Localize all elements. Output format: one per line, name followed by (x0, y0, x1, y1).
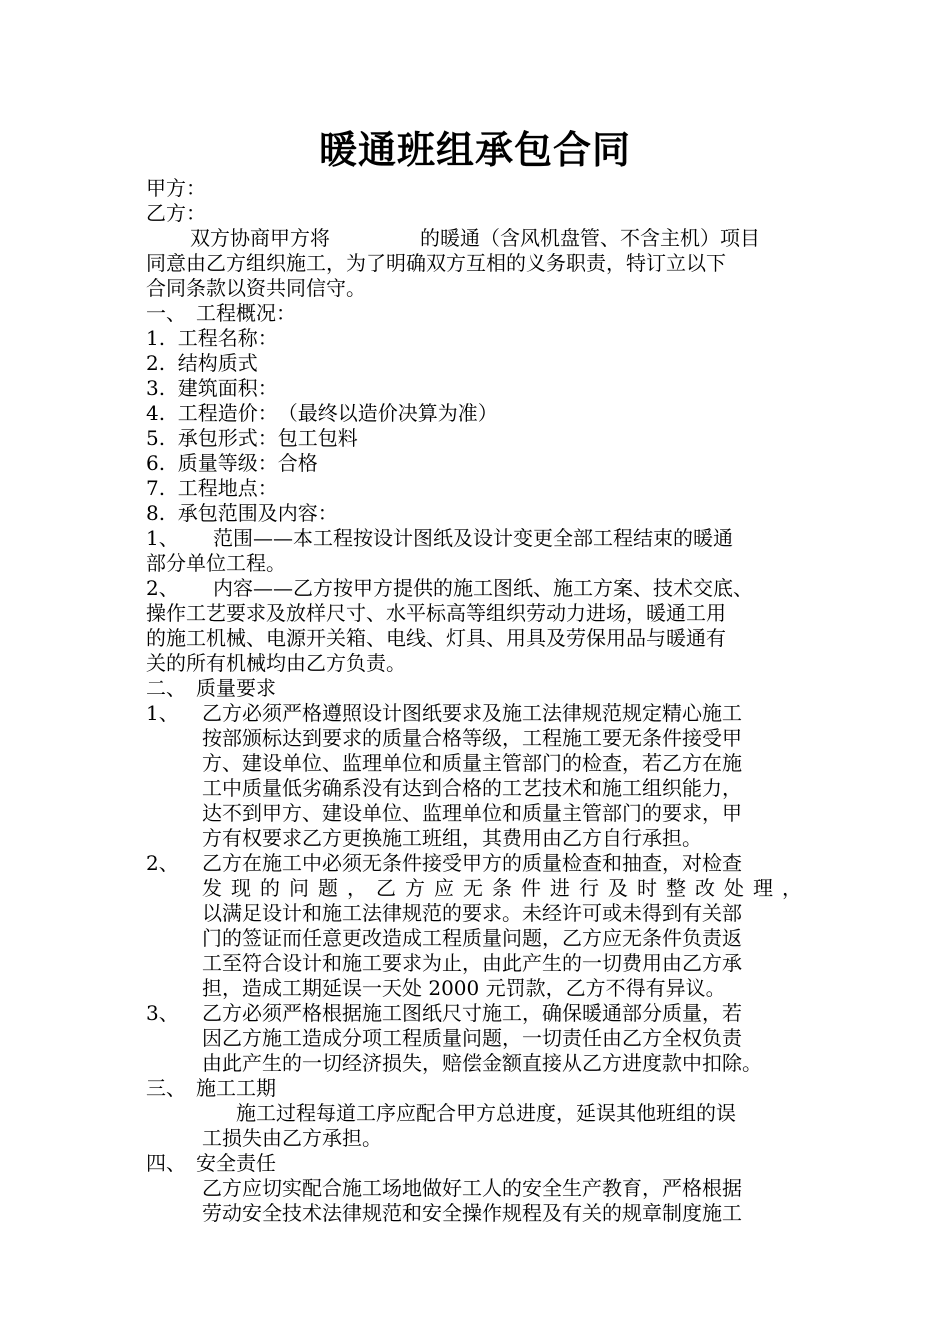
scope-1-line: 范围——本工程按设计图纸及设计变更全部工程结束的暖通 (213, 526, 733, 550)
quality-2-line: 担，造成工期延误一天处 2000 元罚款，乙方不得有异议。 (202, 976, 726, 1000)
overview-item: 6. 质量等级：合格 (146, 451, 318, 475)
quality-1-line: 方、建设单位、监理单位和质量主管部门的检查，若乙方在施 (202, 751, 742, 775)
overview-item: 4. 工程造价： （最终以造价决算为准） (146, 401, 498, 425)
scope-2-line: 关的所有机械均由乙方负责。 (146, 651, 406, 675)
quality-3-line: 因乙方施工造成分项工程质量问题，一切责任由乙方全权负责 (202, 1026, 742, 1050)
intro-line-2: 同意由乙方组织施工，为了明确双方互相的义务职责，特订立以下 (146, 251, 726, 275)
quality-1-number: 1、 (146, 701, 179, 725)
scope-2-line: 的施工机械、电源开关箱、电线、灯具、用具及劳保用品与暖通有 (146, 626, 726, 650)
overview-item: 3. 建筑面积： (146, 376, 278, 400)
intro-line-3: 合同条款以资共同信守。 (146, 276, 366, 300)
overview-item: 1. 工程名称： (146, 326, 278, 350)
party-b-label: 乙方： (146, 201, 206, 225)
safety-line: 劳动安全技术法律规范和安全操作规程及有关的规章制度施工 (202, 1201, 742, 1225)
quality-3-number: 3、 (146, 1001, 179, 1025)
quality-1-line: 方有权要求乙方更换施工班组，其费用由乙方自行承担。 (202, 826, 702, 850)
section-2-heading: 二、 质量要求 (146, 676, 276, 700)
quality-2-line: 工至符合设计和施工要求为止，由此产生的一切费用由乙方承 (202, 951, 742, 975)
scope-1-line: 部分单位工程。 (146, 551, 286, 575)
overview-item: 2. 结构质式 (146, 351, 258, 375)
intro-line-1a: 双方协商甲方将 (190, 226, 330, 250)
section-1-heading: 一、 工程概况： (146, 301, 296, 325)
overview-item: 5. 承包形式：包工包料 (146, 426, 358, 450)
quality-1-line: 乙方必须严格遵照设计图纸要求及施工法律规范规定精心施工 (202, 701, 742, 725)
quality-1-line: 达不到甲方、建设单位、监理单位和质量主管部门的要求，甲 (202, 801, 742, 825)
scope-2-line: 内容——乙方按甲方提供的施工图纸、施工方案、技术交底、 (213, 576, 753, 600)
quality-2-line: 门的签证而任意更改造成工程质量问题，乙方应无条件负责返 (202, 926, 742, 950)
quality-2-line: 发现的问题，乙方应无条件进行及时整改处理， (202, 876, 802, 900)
section-3-heading: 三、 施工工期 (146, 1076, 276, 1100)
quality-2-number: 2、 (146, 851, 179, 875)
scope-2-number: 2、 (146, 576, 179, 600)
scope-1-number: 1、 (146, 526, 179, 550)
quality-3-line: 由此产生的一切经济损失，赔偿金额直接从乙方进度款中扣除。 (202, 1051, 762, 1075)
safety-line: 乙方应切实配合施工场地做好工人的安全生产教育，严格根据 (202, 1176, 742, 1200)
overview-item: 7. 工程地点： (146, 476, 278, 500)
quality-2-line: 以满足设计和施工法律规范的要求。未经许可或未得到有关部 (202, 901, 742, 925)
schedule-line: 施工过程每道工序应配合甲方总进度，延误其他班组的误 (236, 1101, 736, 1125)
schedule-line: 工损失由乙方承担。 (202, 1126, 382, 1150)
quality-1-line: 按部颁标达到要求的质量合格等级，工程施工要无条件接受甲 (202, 726, 742, 750)
quality-1-line: 工中质量低劣确系没有达到合格的工艺技术和施工组织能力， (202, 776, 742, 800)
intro-line-1b: 的暖通（含风机盘管、不含主机）项目 (420, 226, 760, 250)
scope-2-line: 操作工艺要求及放样尺寸、水平标高等组织劳动力进场，暖通工用 (146, 601, 726, 625)
document-title: 暖通班组承包合同 (318, 127, 631, 172)
overview-item: 8. 承包范围及内容： (146, 501, 338, 525)
party-a-label: 甲方： (146, 176, 206, 200)
section-4-heading: 四、 安全责任 (146, 1151, 276, 1175)
quality-3-line: 乙方必须严格根据施工图纸尺寸施工，确保暖通部分质量，若 (202, 1001, 742, 1025)
quality-2-line: 乙方在施工中必须无条件接受甲方的质量检查和抽查，对检查 (202, 851, 742, 875)
